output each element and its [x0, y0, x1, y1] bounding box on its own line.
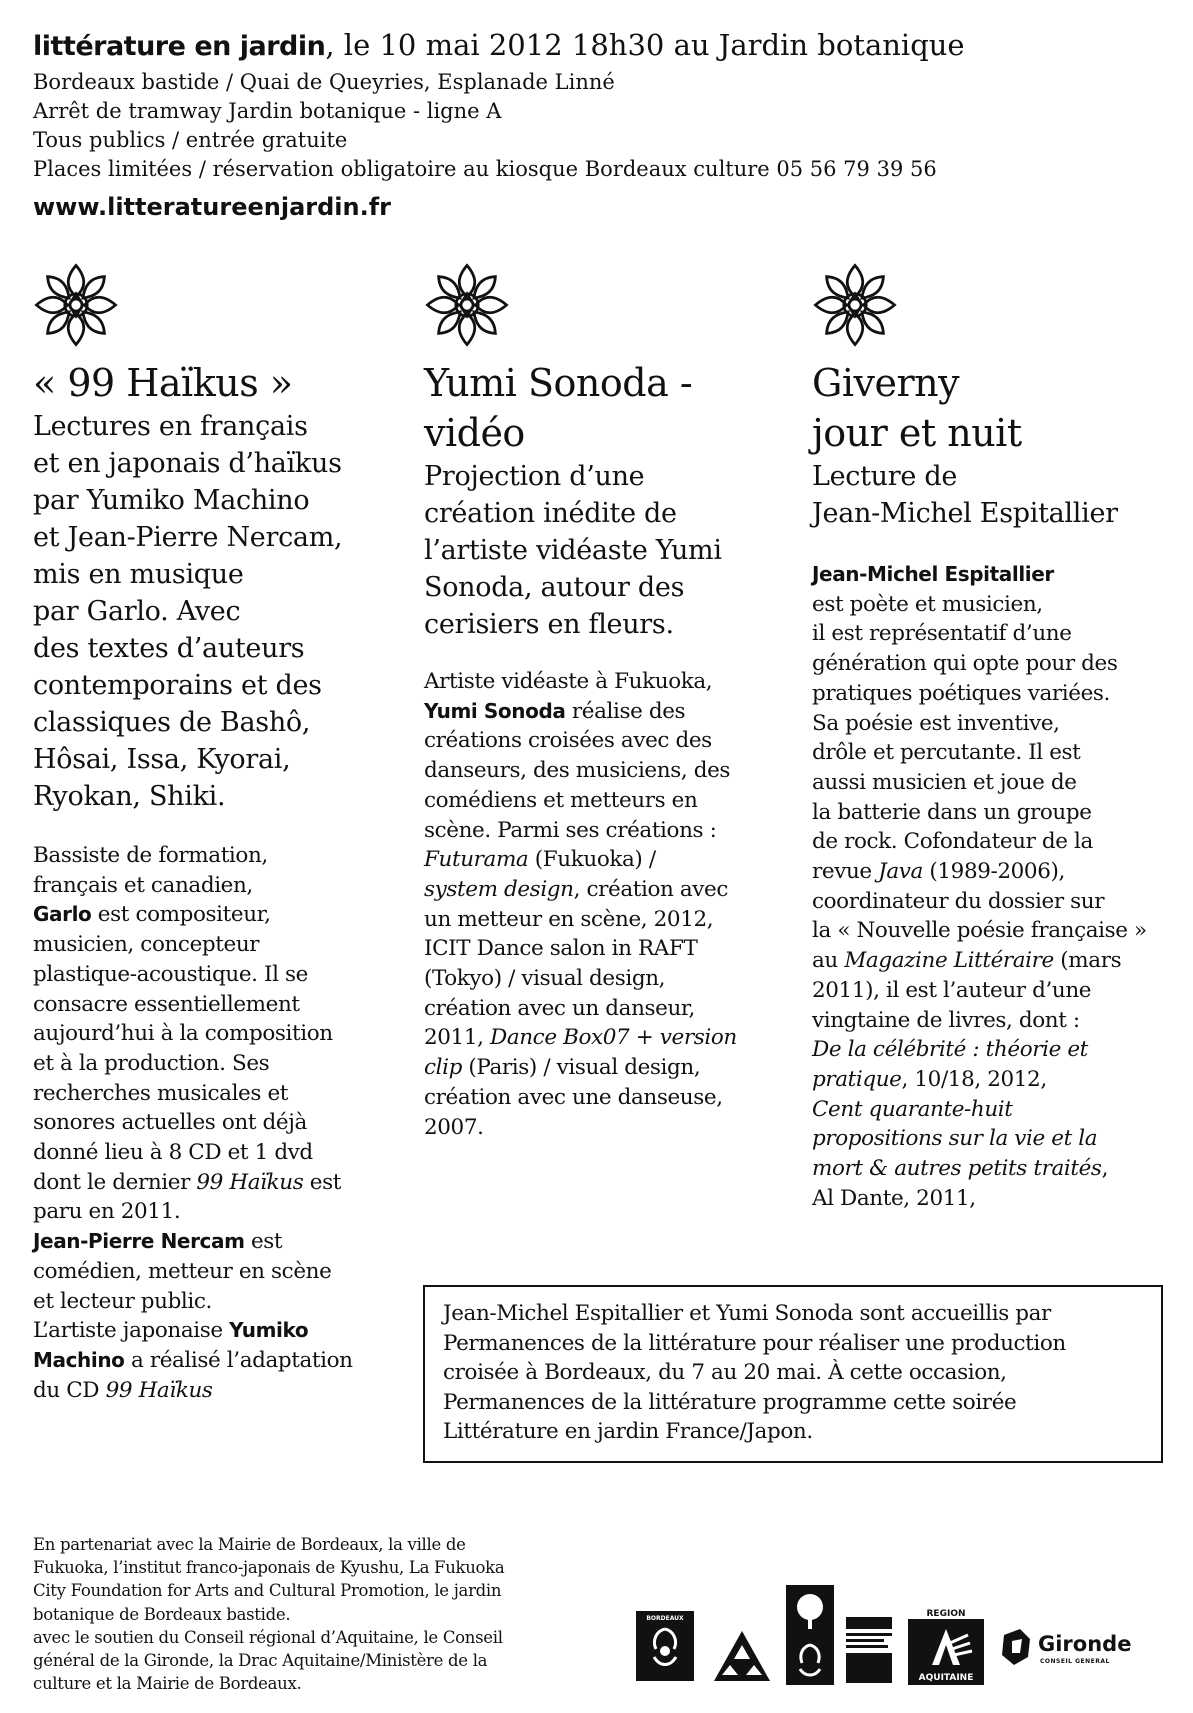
note-line: Permanences de la littérature pour réaliser une production — [443, 1330, 1066, 1356]
subtitle-line: Projection d’une — [424, 461, 645, 492]
body-line: Bassiste de formation, — [33, 843, 268, 868]
body-text: du CD — [33, 1377, 106, 1403]
subtitle-line: Lecture de — [812, 461, 957, 492]
note-line: Permanences de la littérature programme cette soirée — [443, 1389, 1017, 1415]
work-title: propositions sur la vie et la — [812, 1126, 1098, 1152]
body-line: Sa poésie est inventive, — [812, 710, 1060, 736]
lotus-flower-icon — [33, 262, 119, 348]
body-line — [812, 857, 1172, 887]
body-line: pratiques poétiques variées. — [812, 680, 1110, 706]
gironde-sub-label: CONSEIL GENERAL — [1040, 1658, 1110, 1665]
body-line: la « Nouvelle poésie française » — [812, 918, 1147, 944]
website-link[interactable]: www.litteratureenjardin.fr — [33, 193, 391, 221]
work-title: clip — [424, 1055, 462, 1081]
work-title: Java — [878, 859, 923, 885]
body-line: création avec une danseuse, — [424, 1084, 723, 1110]
column-subtitle — [424, 458, 784, 643]
partners-line: avec le soutien du Conseil régional d’Aquitaine, le Conseil — [33, 1627, 503, 1647]
body-line — [424, 697, 784, 727]
body-line: plastique-acoustique. Il se — [33, 961, 308, 987]
region-label: REGION — [926, 1609, 966, 1619]
body-line: consacre essentiellement — [33, 991, 300, 1017]
work-title: Dance Box07 + version — [489, 1025, 737, 1051]
partners-line: général de la Gironde, la Drac Aquitaine/Ministère de la — [33, 1651, 488, 1671]
partners-line: En partenariat avec la Mairie de Bordeaux, la ville de — [33, 1535, 466, 1554]
body-line: et à la production. Ses — [33, 1050, 270, 1076]
gironde-logo — [998, 1625, 1138, 1675]
column-body — [33, 841, 388, 1405]
work-title: Cent quarante-huit — [812, 1096, 1013, 1122]
body-line: création avec un danseur, — [424, 995, 695, 1021]
person-name: Jean-Pierre Nercam — [33, 1229, 245, 1254]
body-line: français et canadien, — [33, 872, 253, 898]
body-line: la batterie dans un groupe — [812, 799, 1092, 825]
body-line — [33, 1316, 388, 1346]
body-line — [424, 1023, 784, 1053]
body-line: comédien, metteur en scène — [33, 1258, 332, 1284]
body-line: donné lieu à 8 CD et 1 dvd — [33, 1140, 313, 1166]
subtitle-line: et en japonais d’haïkus — [33, 448, 342, 479]
body-text: , 10/18, 2012, — [901, 1066, 1047, 1092]
subtitle-line: l’artiste vidéaste Yumi — [424, 535, 722, 566]
subtitle-line: Hôsai, Issa, Kyorai, — [33, 744, 291, 775]
column-title: vidéo — [424, 411, 525, 455]
body-line: musicien, concepteur — [33, 932, 260, 958]
body-line: et lecteur public. — [33, 1288, 212, 1314]
column-subtitle — [812, 458, 1172, 532]
body-line: 2007. — [424, 1114, 484, 1140]
work-title: Futurama — [424, 847, 529, 873]
jardin-botanique-logo — [786, 1585, 834, 1685]
body-text: dont le dernier — [33, 1169, 197, 1195]
event-title-line — [33, 24, 1153, 68]
subtitle-line: par Garlo. Avec — [33, 596, 241, 627]
body-text: au — [812, 948, 845, 974]
body-line: drôle et percutante. Il est — [812, 740, 1081, 766]
body-text: (Fukuoka) / — [528, 847, 656, 873]
body-text: est — [244, 1229, 283, 1255]
work-title: 99 Haïkus — [105, 1377, 213, 1403]
body-text: revue — [812, 859, 879, 885]
residency-note-box — [423, 1285, 1163, 1463]
body-line: un metteur en scène, 2012, — [424, 906, 714, 932]
body-line: ICIT Dance salon in RAFT — [424, 936, 698, 962]
body-line: est poète et musicien, — [812, 591, 1043, 617]
address-line: Bordeaux bastide / Quai de Queyries, Esplanade Linné — [33, 70, 615, 94]
body-line: comédiens et metteurs en — [424, 787, 698, 813]
subtitle-line: cerisiers en fleurs. — [424, 609, 674, 640]
note-line: croisée à Bordeaux, du 7 au 20 mai. À cette occasion, — [443, 1360, 1007, 1385]
body-text: , création avec — [573, 876, 729, 902]
body-line: sonores actuelles ont déjà — [33, 1110, 307, 1136]
column-giverny — [812, 262, 1172, 1213]
body-line — [812, 1124, 1172, 1154]
column-99-haikus — [33, 262, 388, 1405]
person-name: Machino — [33, 1347, 125, 1372]
body-line: danseurs, des musiciens, des — [424, 758, 731, 784]
body-line — [424, 845, 784, 875]
note-line: Jean-Michel Espitallier et Yumi Sonoda sont accueillis par — [443, 1301, 1051, 1326]
body-line — [33, 1346, 388, 1376]
body-text: (Paris) / visual design, — [461, 1055, 701, 1081]
person-name: Yumi Sonoda — [424, 698, 566, 723]
subtitle-line: création inédite de — [424, 498, 677, 529]
partners-line: City Foundation for Arts and Cultural Promotion, le jardin — [33, 1581, 502, 1601]
body-line — [812, 1035, 1172, 1065]
column-subtitle — [33, 408, 388, 815]
body-line: (Tokyo) / visual design, — [424, 966, 666, 992]
fukuoka-logo — [712, 1629, 772, 1683]
body-text: (1989-2006), — [922, 859, 1065, 885]
subtitle-line: par Yumiko Machino — [33, 485, 310, 516]
column-body — [424, 667, 784, 1142]
body-line — [424, 875, 784, 905]
person-name: Yumiko — [229, 1318, 309, 1343]
work-title: Magazine Littéraire — [844, 948, 1054, 974]
body-line: paru en 2011. — [33, 1199, 181, 1225]
person-name: Jean-Michel Espitallier — [812, 562, 1054, 586]
body-line — [33, 1376, 388, 1406]
column-title: « 99 Haïkus » — [33, 361, 293, 405]
body-line: aujourd’hui à la composition — [33, 1021, 333, 1047]
body-line — [812, 1065, 1172, 1095]
gironde-label: Gironde — [1038, 1632, 1132, 1656]
event-title: littérature en jardin — [33, 31, 326, 62]
body-line — [33, 900, 388, 930]
lotus-flower-icon — [812, 262, 898, 348]
partners-line: Fukuoka, l’institut franco-japonais de Kyushu, La Fukuoka — [33, 1558, 505, 1578]
ministere-culture-logo — [846, 1617, 892, 1683]
event-date-place: , le 10 mai 2012 18h30 au Jardin botanique — [325, 28, 965, 62]
work-title: mort & autres petits traités — [812, 1156, 1102, 1182]
body-text: est — [303, 1169, 341, 1195]
body-text: a réalisé l’adaptation — [124, 1347, 353, 1373]
event-header — [33, 24, 1153, 227]
audience-line: Tous publics / entrée gratuite — [33, 128, 348, 152]
partner-logos — [630, 1585, 1170, 1705]
body-line: Artiste vidéaste à Fukuoka, — [424, 669, 713, 694]
body-text: est compositeur, — [91, 902, 271, 928]
note-line: Littérature en jardin France/Japon. — [443, 1419, 813, 1444]
person-name: Garlo — [33, 902, 92, 927]
body-line — [812, 946, 1172, 976]
subtitle-line: contemporains et des — [33, 670, 322, 701]
body-line — [424, 1053, 784, 1083]
body-line — [812, 560, 1172, 590]
booking-line: Places limitées / réservation obligatoire au kiosque Bordeaux culture 05 56 79 39 56 — [33, 157, 937, 181]
body-text: 2011, — [424, 1025, 490, 1051]
body-line: Al Dante, 2011, — [812, 1185, 976, 1211]
work-title: De la célébrité : théorie et — [812, 1037, 1088, 1063]
work-title: 99 Haïkus — [196, 1169, 304, 1195]
subtitle-line: mis en musique — [33, 559, 244, 590]
body-line: il est représentatif d’une — [812, 621, 1072, 647]
column-title: Giverny — [812, 361, 960, 405]
column-yumi-sonoda — [424, 262, 784, 1142]
work-title: pratique — [812, 1066, 902, 1092]
subtitle-line: classiques de Bashô, — [33, 707, 311, 738]
body-line: de rock. Cofondateur de la — [812, 829, 1093, 855]
bordeaux-logo — [636, 1611, 694, 1681]
aquitaine-label: AQUITAINE — [918, 1673, 974, 1683]
body-line — [812, 1095, 1172, 1125]
subtitle-line: Ryokan, Shiki. — [33, 781, 226, 812]
body-line: aussi musicien et joue de — [812, 769, 1077, 795]
subtitle-line: et Jean-Pierre Nercam, — [33, 522, 343, 553]
body-line: recherches musicales et — [33, 1080, 289, 1106]
tram-line: Arrêt de tramway Jardin botanique - ligne A — [33, 99, 502, 123]
subtitle-line: Jean-Michel Espitallier — [812, 498, 1118, 529]
lotus-flower-icon — [424, 262, 510, 348]
body-line: vingtaine de livres, dont : — [812, 1007, 1080, 1033]
body-line: coordinateur du dossier sur — [812, 888, 1105, 914]
column-body — [812, 560, 1172, 1213]
body-text: (mars — [1053, 948, 1122, 974]
work-title: system design — [424, 876, 574, 902]
body-text: L’artiste japonaise — [33, 1318, 230, 1344]
partners-line: botanique de Bordeaux bastide. — [33, 1604, 291, 1624]
body-line — [33, 1227, 388, 1257]
body-text: réalise des — [565, 698, 686, 724]
subtitle-line: Sonoda, autour des — [424, 572, 685, 603]
body-text: , — [1101, 1156, 1108, 1182]
body-line — [812, 1154, 1172, 1184]
partners-line: culture et la Mairie de Bordeaux. — [33, 1674, 302, 1694]
subtitle-line: des textes d’auteurs — [33, 633, 305, 664]
subtitle-line: Lectures en français — [33, 411, 308, 442]
body-line — [33, 1168, 388, 1198]
partners-text — [33, 1533, 613, 1695]
column-title: Yumi Sonoda - — [424, 361, 693, 405]
body-line: génération qui opte pour des — [812, 651, 1118, 677]
body-line: créations croisées avec des — [424, 728, 712, 754]
body-line: scène. Parmi ses créations : — [424, 817, 717, 843]
body-line: 2011), il est l’auteur d’une — [812, 977, 1092, 1003]
bordeaux-logo-text: BORDEAUX — [646, 1615, 684, 1622]
region-aquitaine-logo — [908, 1609, 984, 1685]
column-title: jour et nuit — [812, 411, 1022, 455]
